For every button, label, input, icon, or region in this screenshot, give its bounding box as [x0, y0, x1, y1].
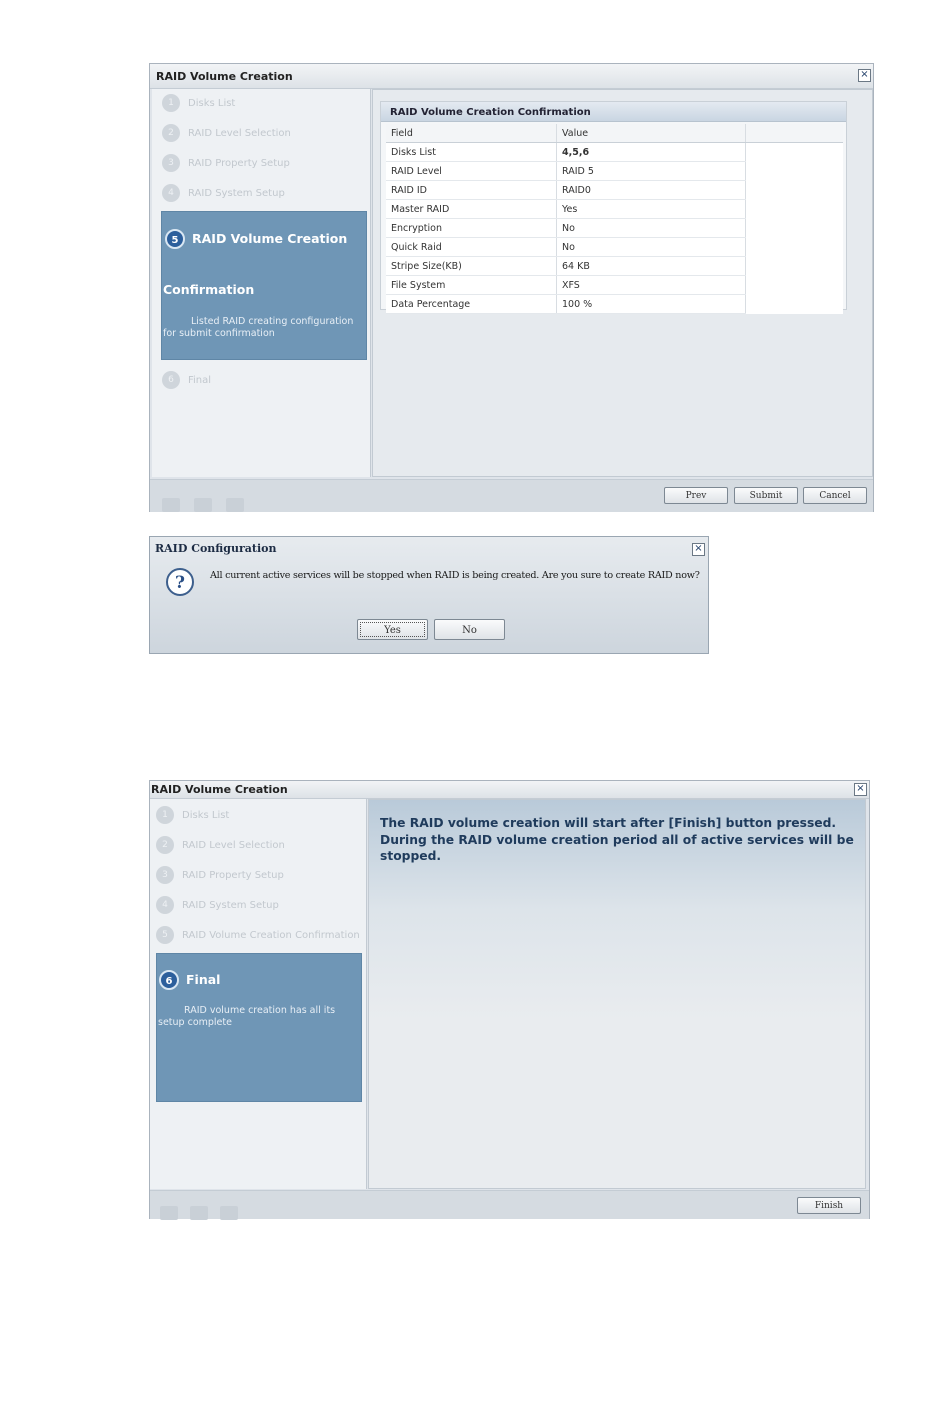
wizard-steps-panel [150, 799, 367, 1189]
table-row [386, 295, 843, 314]
step-number: 4 [156, 896, 174, 914]
value-cell: Yes [557, 200, 746, 219]
footer-toolbar-icon [190, 1206, 208, 1220]
active-step-description: RAID volume creation has all its setup complete [158, 1005, 336, 1028]
column-header-value[interactable]: Value [557, 124, 746, 143]
active-step-number: 6 [159, 970, 179, 990]
step-number: 3 [156, 866, 174, 884]
table-row [386, 181, 843, 200]
active-step-confirmation [161, 211, 367, 360]
active-step-title: RAID Volume Creation [192, 231, 348, 246]
active-step-final [156, 953, 362, 1102]
submit-button[interactable]: Submit [734, 487, 798, 504]
value-cell: RAID 5 [557, 162, 746, 181]
step-label: Final [188, 375, 212, 386]
grid-title: RAID Volume Creation Confirmation [390, 107, 591, 118]
footer-toolbar-icon [194, 498, 212, 512]
close-icon[interactable]: × [692, 543, 705, 556]
value-cell: 100 % [557, 295, 746, 314]
step-label: RAID Volume Creation Confirmation [182, 930, 360, 941]
step-number: 1 [162, 94, 180, 112]
wizard-footer [150, 1190, 869, 1219]
close-icon[interactable]: × [858, 69, 871, 82]
dialog-message: All current active services will be stopped when RAID is being created. Are you sure to create RAID now? [210, 570, 700, 581]
column-header-empty [746, 124, 844, 143]
step-label: RAID System Setup [188, 188, 285, 199]
window-title: RAID Volume Creation [151, 783, 288, 796]
wizard-steps-panel [152, 89, 371, 477]
empty-cell [746, 162, 844, 181]
finish-button[interactable]: Finish [797, 1197, 861, 1214]
empty-cell [746, 181, 844, 200]
field-cell: Encryption [386, 219, 557, 238]
window-title: RAID Volume Creation [156, 70, 293, 83]
dialog-title: RAID Configuration [155, 542, 277, 555]
confirmation-content-panel [372, 89, 873, 477]
table-row [386, 238, 843, 257]
empty-cell [746, 200, 844, 219]
step-label: RAID Property Setup [188, 158, 290, 169]
value-cell: XFS [557, 276, 746, 295]
footer-toolbar-icon [226, 498, 244, 512]
step-label: RAID Property Setup [182, 870, 284, 881]
cancel-button[interactable]: Cancel [803, 487, 867, 504]
active-step-number: 5 [165, 229, 185, 249]
field-cell: RAID Level [386, 162, 557, 181]
column-header-field[interactable]: Field [386, 124, 557, 143]
step-label: RAID Level Selection [182, 840, 285, 851]
empty-cell [746, 276, 844, 295]
table-row [386, 276, 843, 295]
field-cell: Quick Raid [386, 238, 557, 257]
value-cell: No [557, 238, 746, 257]
step-label: Disks List [188, 98, 236, 109]
step-label: Disks List [182, 810, 230, 821]
step-label: RAID Level Selection [188, 128, 291, 139]
step-number: 2 [156, 836, 174, 854]
footer-toolbar-icon [160, 1206, 178, 1220]
step-number: 6 [162, 371, 180, 389]
step-number: 3 [162, 154, 180, 172]
step-number: 1 [156, 806, 174, 824]
prev-button[interactable]: Prev [664, 487, 728, 504]
field-cell: File System [386, 276, 557, 295]
confirmation-grid [380, 101, 847, 310]
active-step-description: Listed RAID creating configuration for submit confirmation [163, 316, 354, 339]
empty-cell [746, 257, 844, 276]
question-icon [165, 567, 195, 597]
svg-text:?: ? [175, 573, 185, 593]
yes-button[interactable]: Yes [357, 619, 428, 640]
table-row [386, 257, 843, 276]
window-titlebar [150, 781, 869, 799]
step-number: 4 [162, 184, 180, 202]
active-step-title-continued: Confirmation [163, 282, 255, 297]
active-step-title: Final [186, 972, 221, 987]
empty-cell [746, 238, 844, 257]
empty-cell [746, 295, 844, 314]
raid-wizard-confirmation-window [149, 63, 874, 512]
footer-toolbar-icon [162, 498, 180, 512]
table-row [386, 219, 843, 238]
table-row [386, 200, 843, 219]
field-cell: Disks List [386, 143, 557, 162]
table-row [386, 143, 843, 162]
value-cell: 4,5,6 [557, 143, 746, 162]
table-row [386, 162, 843, 181]
final-message: The RAID volume creation will start after [Finish] button pressed. During the RAID volume creation period all of active services will be stopped. [380, 816, 854, 863]
configuration-table [386, 124, 843, 314]
value-cell: No [557, 219, 746, 238]
wizard-footer [150, 479, 873, 512]
no-button[interactable]: No [434, 619, 505, 640]
grid-title-bar [381, 102, 846, 122]
field-cell: Stripe Size(KB) [386, 257, 557, 276]
table-header-row [386, 124, 843, 143]
value-cell: RAID0 [557, 181, 746, 200]
empty-cell [746, 143, 844, 162]
window-titlebar [150, 64, 873, 89]
value-cell: 64 KB [557, 257, 746, 276]
field-cell: RAID ID [386, 181, 557, 200]
raid-configuration-dialog [149, 536, 709, 654]
step-number: 2 [162, 124, 180, 142]
field-cell: Master RAID [386, 200, 557, 219]
step-number: 5 [156, 926, 174, 944]
step-label: RAID System Setup [182, 900, 279, 911]
footer-toolbar-icon [220, 1206, 238, 1220]
close-icon[interactable]: × [854, 783, 867, 796]
empty-cell [746, 219, 844, 238]
raid-wizard-final-window [149, 780, 870, 1219]
final-content-panel [368, 799, 866, 1189]
field-cell: Data Percentage [386, 295, 557, 314]
